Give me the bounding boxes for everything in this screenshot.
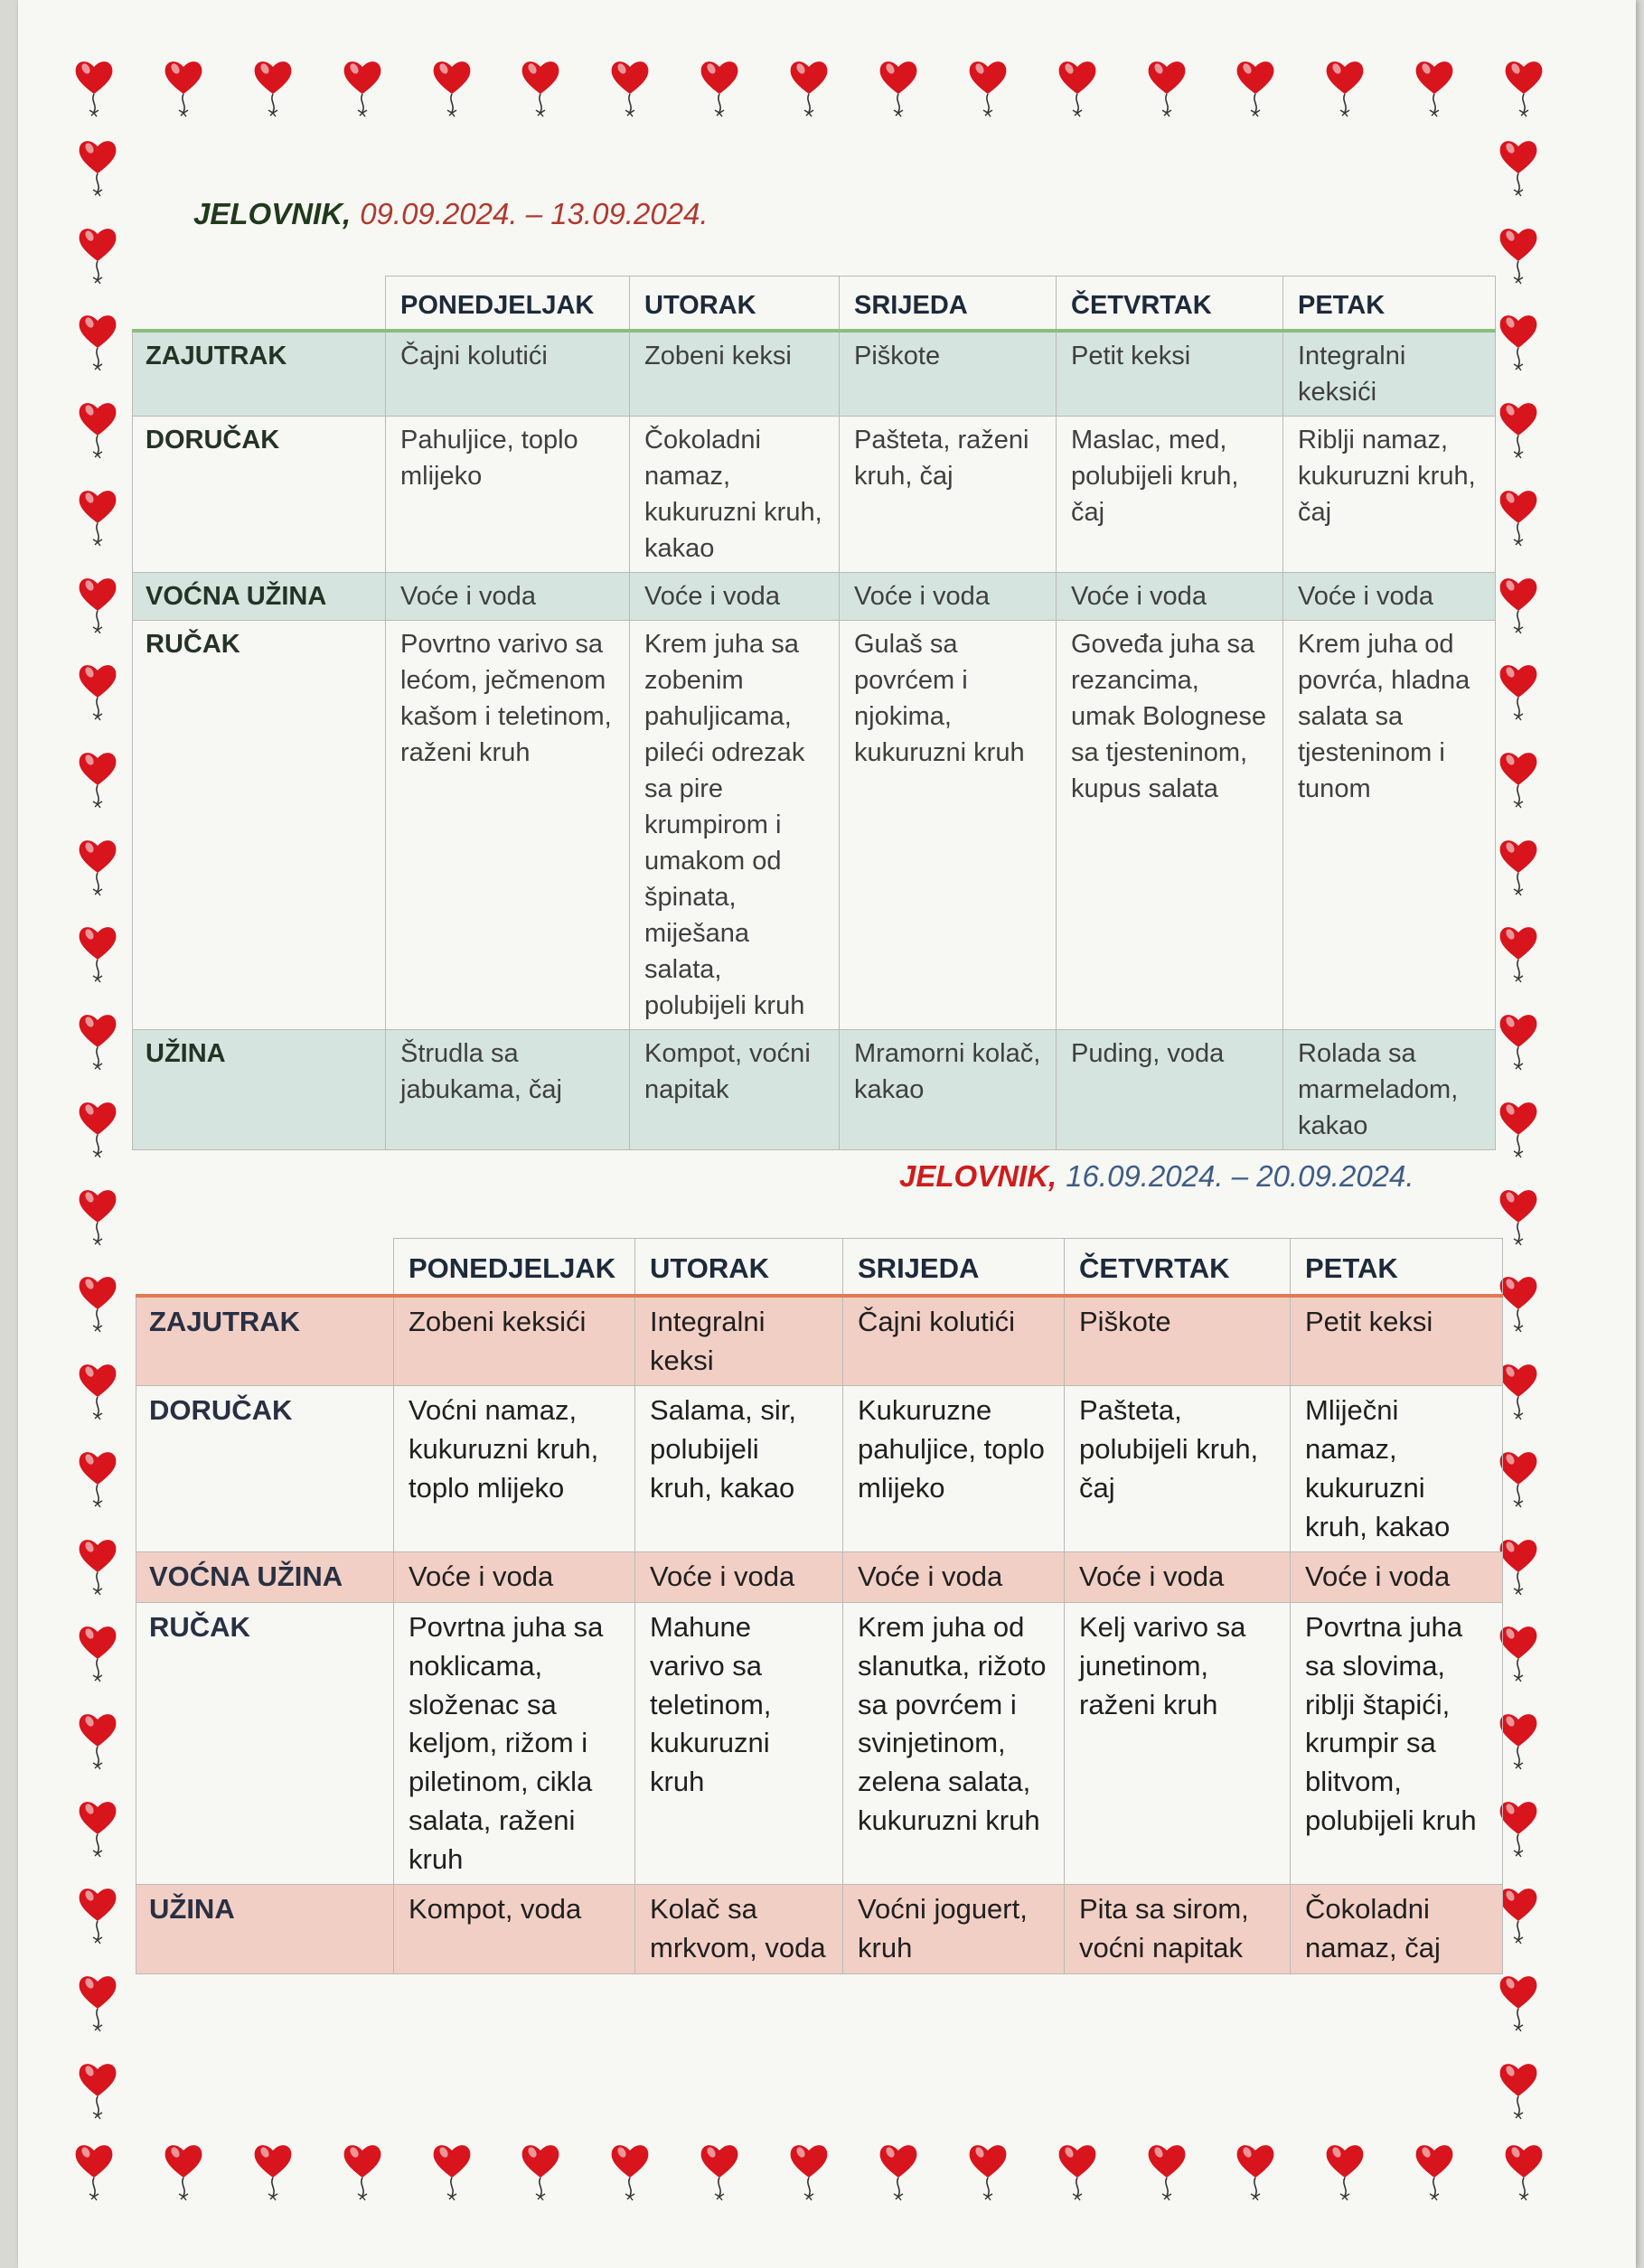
menu-cell: Rolada sa marmeladom, kakao bbox=[1283, 1030, 1496, 1150]
heart-balloon-icon bbox=[877, 2140, 920, 2205]
heart-balloon-icon bbox=[1497, 1971, 1540, 2036]
menu-cell: Kelj varivo sa junetinom, raženi kruh bbox=[1065, 1603, 1291, 1885]
heart-balloon-icon bbox=[341, 2140, 384, 2205]
meal-row bbox=[136, 1885, 1503, 1974]
heart-balloon-icon bbox=[519, 2140, 562, 2205]
heart-balloon-icon bbox=[76, 747, 119, 812]
heart-balloon-icon bbox=[251, 56, 295, 121]
heart-balloon-icon bbox=[76, 1447, 119, 1512]
heart-balloon-icon bbox=[877, 56, 920, 121]
meal-row bbox=[136, 1386, 1503, 1552]
menu-cell: Štrudla sa jabukama, čaj bbox=[386, 1030, 630, 1150]
heart-balloon-icon bbox=[966, 2140, 1010, 2205]
heart-balloon-icon bbox=[162, 2140, 205, 2205]
menu-cell: Zobeni keksi bbox=[630, 331, 840, 417]
menu-cell: Kukuruzne pahuljice, toplo mlijeko bbox=[843, 1386, 1065, 1552]
heart-balloon-icon bbox=[76, 1009, 119, 1074]
menu-cell: Pašteta, raženi kruh, čaj bbox=[840, 417, 1057, 573]
day-header: PETAK bbox=[1283, 276, 1496, 332]
heart-balloon-icon bbox=[76, 136, 119, 201]
heart-balloon-icon bbox=[1145, 56, 1188, 121]
heart-border-left bbox=[76, 136, 119, 2123]
menu-cell: Povrtna juha sa slovima, riblji štapići, krumpir sa blitvom, polubijeli kruh bbox=[1291, 1603, 1503, 1885]
day-header: SRIJEDA bbox=[840, 276, 1057, 332]
heart-balloon-icon bbox=[1497, 747, 1540, 812]
heart-balloon-icon bbox=[1497, 1796, 1540, 1861]
heart-balloon-icon bbox=[72, 56, 116, 121]
menu-cell: Integralni keksići bbox=[1283, 331, 1496, 417]
meal-row bbox=[133, 1030, 1496, 1150]
menu-cell: Krem juha od povrća, hladna salata sa tjesteninom i tunom bbox=[1283, 621, 1496, 1030]
menu-cell: Povrtna juha sa noklicama, složenac sa keljom, rižom i piletinom, cikla salata, raženi kruh bbox=[394, 1603, 635, 1885]
menu-cell: Pita sa sirom, voćni napitak bbox=[1065, 1885, 1291, 1974]
day-header: ČETVRTAK bbox=[1065, 1239, 1291, 1296]
heart-balloon-icon bbox=[1497, 136, 1540, 201]
meal-label: RUČAK bbox=[136, 1603, 394, 1885]
menu-cell: Salama, sir, polubijeli kruh, kakao bbox=[635, 1386, 843, 1552]
menu-cell: Voće i voda bbox=[843, 1552, 1065, 1603]
heart-balloon-icon bbox=[1323, 2140, 1367, 2205]
heart-balloon-icon bbox=[1234, 56, 1277, 121]
heart-balloon-icon bbox=[76, 1621, 119, 1686]
heart-balloon-icon bbox=[76, 1883, 119, 1948]
meal-row bbox=[136, 1603, 1503, 1885]
heart-border-right bbox=[1497, 136, 1540, 2123]
menu-cell: Gulaš sa povrćem i njokima, kukuruzni kruh bbox=[840, 621, 1057, 1030]
heart-balloon-icon bbox=[1497, 310, 1540, 375]
menu-cell: Krem juha od slanutka, rižoto sa povrćem i svinjetinom, zelena salata, kukuruzni kruh bbox=[843, 1603, 1065, 1885]
heart-balloon-icon bbox=[1323, 56, 1367, 121]
meal-row bbox=[133, 573, 1496, 621]
menu-cell: Mramorni kolač, kakao bbox=[840, 1030, 1057, 1150]
heart-balloon-icon bbox=[698, 56, 741, 121]
heart-balloon-icon bbox=[251, 2140, 295, 2205]
heart-balloon-icon bbox=[1497, 2058, 1540, 2123]
menu-title-keyword: JELOVNIK, bbox=[899, 1159, 1057, 1193]
menu-cell: Čajni kolutići bbox=[843, 1296, 1065, 1386]
heart-balloon-icon bbox=[341, 56, 384, 121]
heart-balloon-icon bbox=[1497, 1534, 1540, 1599]
header-row bbox=[136, 1239, 1503, 1296]
heart-balloon-icon bbox=[1056, 2140, 1099, 2205]
heart-balloon-icon bbox=[1497, 398, 1540, 463]
menu-cell: Voće i voda bbox=[1291, 1552, 1503, 1603]
menu-cell: Kolač sa mrkvom, voda bbox=[635, 1885, 843, 1974]
meal-row bbox=[133, 621, 1496, 1030]
meal-label: VOĆNA UŽINA bbox=[133, 573, 386, 621]
menu-cell: Riblji namaz, kukuruzni kruh, čaj bbox=[1283, 417, 1496, 573]
menu-dates: 16.09.2024. – 20.09.2024. bbox=[1066, 1159, 1414, 1193]
day-header: PETAK bbox=[1291, 1239, 1503, 1296]
menu-dates: 09.09.2024. – 13.09.2024. bbox=[360, 197, 709, 230]
heart-balloon-icon bbox=[1413, 56, 1456, 121]
menu-cell: Voće i voda bbox=[1065, 1552, 1291, 1603]
meal-row bbox=[136, 1296, 1503, 1386]
menu-cell: Integralni keksi bbox=[635, 1296, 843, 1386]
heart-balloon-icon bbox=[162, 56, 205, 121]
heart-balloon-icon bbox=[76, 922, 119, 987]
menu-cell: Maslac, med, polubijeli kruh, čaj bbox=[1057, 417, 1283, 573]
heart-balloon-icon bbox=[76, 1097, 119, 1162]
heart-balloon-icon bbox=[1497, 1883, 1540, 1948]
heart-border-bottom bbox=[72, 2140, 1545, 2205]
menu-cell: Voće i voda bbox=[394, 1552, 635, 1603]
heart-balloon-icon bbox=[430, 56, 474, 121]
heart-balloon-icon bbox=[1502, 56, 1545, 121]
heart-balloon-icon bbox=[1056, 56, 1099, 121]
meal-row bbox=[133, 417, 1496, 573]
heart-balloon-icon bbox=[1497, 1709, 1540, 1774]
heart-balloon-icon bbox=[76, 1185, 119, 1250]
header-row bbox=[133, 276, 1496, 332]
menu-cell: Voće i voda bbox=[1057, 573, 1283, 621]
menu-cell: Petit keksi bbox=[1291, 1296, 1503, 1386]
heart-balloon-icon bbox=[76, 1359, 119, 1424]
day-header: PONEDJELJAK bbox=[386, 276, 630, 332]
heart-balloon-icon bbox=[76, 1971, 119, 2036]
heart-balloon-icon bbox=[1497, 1621, 1540, 1686]
heart-balloon-icon bbox=[519, 56, 562, 121]
menu-cell: Voće i voda bbox=[630, 573, 840, 621]
menu-cell: Kompot, voda bbox=[394, 1885, 635, 1974]
heart-balloon-icon bbox=[76, 485, 119, 550]
heart-balloon-icon bbox=[76, 660, 119, 725]
day-header: SRIJEDA bbox=[843, 1239, 1065, 1296]
heart-balloon-icon bbox=[76, 223, 119, 288]
heart-balloon-icon bbox=[1497, 1097, 1540, 1162]
heart-balloon-icon bbox=[1497, 1185, 1540, 1250]
heart-balloon-icon bbox=[1497, 573, 1540, 638]
menu-cell: Voćni namaz, kukuruzni kruh, toplo mlijeko bbox=[394, 1386, 635, 1552]
menu-cell: Puding, voda bbox=[1057, 1030, 1283, 1150]
heart-balloon-icon bbox=[1497, 1271, 1540, 1336]
menu-title-week2 bbox=[899, 1159, 1414, 1194]
heart-balloon-icon bbox=[76, 1796, 119, 1861]
heart-balloon-icon bbox=[787, 2140, 831, 2205]
heart-balloon-icon bbox=[787, 56, 831, 121]
menu-cell: Kompot, voćni napitak bbox=[630, 1030, 840, 1150]
heart-balloon-icon bbox=[76, 1534, 119, 1599]
heart-balloon-icon bbox=[76, 573, 119, 638]
day-header: PONEDJELJAK bbox=[394, 1239, 635, 1296]
heart-border-top bbox=[72, 56, 1545, 121]
heart-balloon-icon bbox=[430, 2140, 474, 2205]
menu-cell: Krem juha sa zobenim pahuljicama, pileći odrezak sa pire krumpirom i umakom od špinata, miješana salata, polubijeli kruh bbox=[630, 621, 840, 1030]
menu-cell: Čajni kolutići bbox=[386, 331, 630, 417]
heart-balloon-icon bbox=[1497, 922, 1540, 987]
heart-balloon-icon bbox=[1145, 2140, 1188, 2205]
menu-cell: Voće i voda bbox=[635, 1552, 843, 1603]
meal-label: RUČAK bbox=[133, 621, 386, 1030]
heart-balloon-icon bbox=[76, 2058, 119, 2123]
menu-cell: Čokoladni namaz, čaj bbox=[1291, 1885, 1503, 1974]
menu-cell: Zobeni keksići bbox=[394, 1296, 635, 1386]
menu-cell: Čokoladni namaz, kukuruzni kruh, kakao bbox=[630, 417, 840, 573]
meal-label: DORUČAK bbox=[133, 417, 386, 573]
heart-balloon-icon bbox=[1497, 660, 1540, 725]
heart-balloon-icon bbox=[1497, 835, 1540, 900]
heart-balloon-icon bbox=[1497, 223, 1540, 288]
day-header: UTORAK bbox=[630, 276, 840, 332]
menu-cell: Voće i voda bbox=[840, 573, 1057, 621]
day-header: ČETVRTAK bbox=[1057, 276, 1283, 332]
menu-cell: Voće i voda bbox=[1283, 573, 1496, 621]
heart-balloon-icon bbox=[1497, 1009, 1540, 1074]
heart-balloon-icon bbox=[76, 1271, 119, 1336]
menu-title-week1 bbox=[193, 197, 709, 231]
menu-cell: Piškote bbox=[1065, 1296, 1291, 1386]
heart-balloon-icon bbox=[76, 398, 119, 463]
meal-label: ZAJUTRAK bbox=[136, 1296, 394, 1386]
menu-cell: Povrtno varivo sa lećom, ječmenom kašom i teletinom, raženi kruh bbox=[386, 621, 630, 1030]
meal-row bbox=[133, 331, 1496, 417]
day-header: UTORAK bbox=[635, 1239, 843, 1296]
corner-cell bbox=[136, 1239, 394, 1296]
menu-title-keyword: JELOVNIK, bbox=[193, 197, 352, 230]
menu-cell: Voćni joguert, kruh bbox=[843, 1885, 1065, 1974]
menu-cell: Piškote bbox=[840, 331, 1057, 417]
meal-label: DORUČAK bbox=[136, 1386, 394, 1552]
heart-balloon-icon bbox=[608, 2140, 652, 2205]
heart-balloon-icon bbox=[76, 310, 119, 375]
menu-cell: Goveđa juha sa rezancima, umak Bolognese sa tjesteninom, kupus salata bbox=[1057, 621, 1283, 1030]
heart-balloon-icon bbox=[698, 2140, 741, 2205]
heart-balloon-icon bbox=[608, 56, 652, 121]
heart-balloon-icon bbox=[72, 2140, 116, 2205]
heart-balloon-icon bbox=[1497, 1447, 1540, 1512]
menu-cell: Pahuljice, toplo mlijeko bbox=[386, 417, 630, 573]
menu-table-week1 bbox=[132, 276, 1496, 1150]
corner-cell bbox=[133, 276, 386, 332]
heart-balloon-icon bbox=[1497, 1359, 1540, 1424]
heart-balloon-icon bbox=[966, 56, 1010, 121]
heart-balloon-icon bbox=[1497, 485, 1540, 550]
heart-balloon-icon bbox=[76, 835, 119, 900]
menu-cell: Mliječni namaz, kukuruzni kruh, kakao bbox=[1291, 1386, 1503, 1552]
meal-label: UŽINA bbox=[133, 1030, 386, 1150]
heart-balloon-icon bbox=[1413, 2140, 1456, 2205]
menu-cell: Pašteta, polubijeli kruh, čaj bbox=[1065, 1386, 1291, 1552]
menu-cell: Voće i voda bbox=[386, 573, 630, 621]
menu-cell: Mahune varivo sa teletinom, kukuruzni kruh bbox=[635, 1603, 843, 1885]
heart-balloon-icon bbox=[1234, 2140, 1277, 2205]
meal-label: VOĆNA UŽINA bbox=[136, 1552, 394, 1603]
meal-label: UŽINA bbox=[136, 1885, 394, 1974]
heart-balloon-icon bbox=[76, 1709, 119, 1774]
menu-table-week2 bbox=[136, 1238, 1503, 1974]
meal-row bbox=[136, 1552, 1503, 1603]
heart-balloon-icon bbox=[1502, 2140, 1545, 2205]
menu-cell: Petit keksi bbox=[1057, 331, 1283, 417]
meal-label: ZAJUTRAK bbox=[133, 331, 386, 417]
